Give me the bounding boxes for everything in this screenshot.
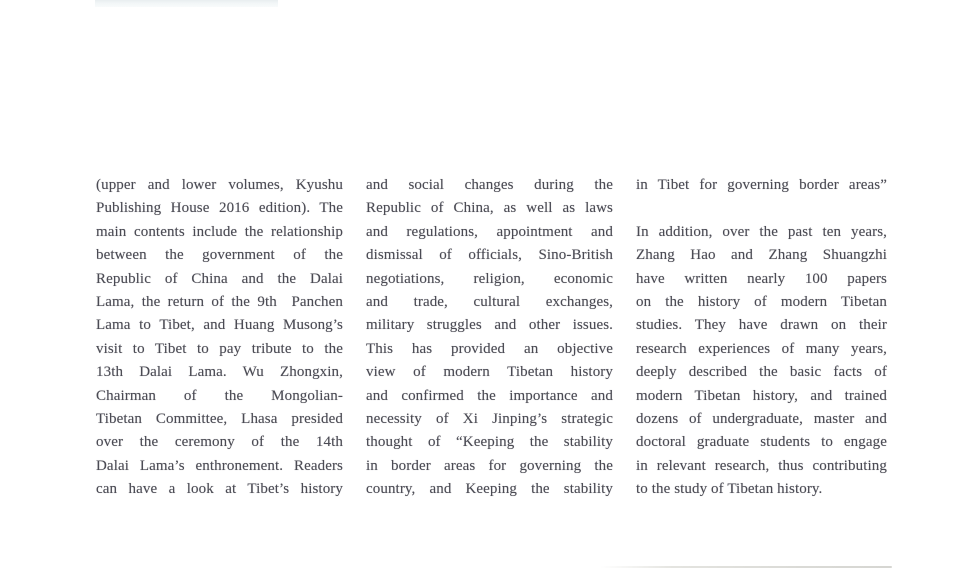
- text-line: thought of “Keeping the stability: [366, 434, 613, 451]
- text-line: and regulations, appointment and: [366, 223, 613, 240]
- text-line: to the study of Tibetan history.: [636, 481, 823, 498]
- text-line: Republic of China and the Dalai: [96, 270, 343, 287]
- text-line: 13th Dalai Lama. Wu Zhongxin,: [96, 364, 343, 381]
- text-line: Lama to Tibet, and Huang Musong’s: [96, 317, 343, 334]
- text-line: In addition, over the past ten years,: [636, 223, 887, 240]
- text-line: research experiences of many years,: [636, 340, 887, 357]
- paragraph: [96, 174, 343, 502]
- text-column-middle: [366, 174, 613, 502]
- text-line: Zhang Hao and Zhang Shuangzhi: [636, 247, 887, 264]
- text-line: (upper and lower volumes, Kyushu: [96, 177, 343, 193]
- text-line: modern Tibetan history, and trained: [636, 387, 887, 404]
- text-line: This has provided an objective: [366, 340, 613, 357]
- paragraph: [636, 221, 887, 502]
- text-line: between the government of the: [96, 247, 343, 264]
- text-line: country, and Keeping the stability: [366, 481, 613, 498]
- text-line: visit to Tibet to pay tribute to the: [96, 340, 343, 357]
- text-line: have written nearly 100 papers: [636, 270, 887, 287]
- text-line: and confirmed the importance and: [366, 387, 613, 404]
- paragraph: [366, 174, 613, 502]
- article-text-block: [96, 174, 887, 502]
- scan-artifact-bottom-line: [600, 566, 892, 568]
- text-line: dismissal of officials, Sino-British: [366, 247, 613, 264]
- text-line: Chairman of the Mongolian-: [96, 387, 343, 404]
- text-line: Republic of China, as well as laws: [366, 200, 613, 217]
- paragraph: [636, 174, 887, 197]
- scan-artifact-top-strip: [95, 0, 278, 7]
- text-line: negotiations, religion, economic: [366, 270, 613, 287]
- text-line: and social changes during the: [366, 177, 613, 193]
- text-line: deeply described the basic facts of: [636, 364, 887, 381]
- text-line: Tibetan Committee, Lhasa presided: [96, 411, 343, 428]
- text-line: in border areas for governing the: [366, 457, 613, 474]
- text-line: can have a look at Tibet’s history: [96, 481, 343, 498]
- text-line: studies. They have drawn on their: [636, 317, 887, 334]
- text-line: on the history of modern Tibetan: [636, 294, 887, 311]
- text-line: Dalai Lama’s enthronement. Readers: [96, 457, 343, 474]
- text-line: in Tibet for governing border areas”: [636, 177, 887, 193]
- text-line: doctoral graduate students to engage: [636, 434, 887, 451]
- text-line: and trade, cultural exchanges,: [366, 294, 613, 311]
- text-line: dozens of undergraduate, master and: [636, 411, 887, 428]
- text-line: main contents include the relationship: [96, 223, 343, 240]
- text-line: view of modern Tibetan history: [366, 364, 613, 381]
- text-line: Publishing House 2016 edition). The: [96, 200, 343, 217]
- text-line: in relevant research, thus contributing: [636, 457, 887, 474]
- text-column-right: [636, 174, 887, 502]
- text-line: over the ceremony of the 14th: [96, 434, 343, 451]
- text-line: Lama, the return of the 9th Panchen: [96, 294, 343, 311]
- text-line: necessity of Xi Jinping’s strategic: [366, 411, 613, 428]
- text-line: military struggles and other issues.: [366, 317, 613, 334]
- text-column-left: [96, 174, 343, 502]
